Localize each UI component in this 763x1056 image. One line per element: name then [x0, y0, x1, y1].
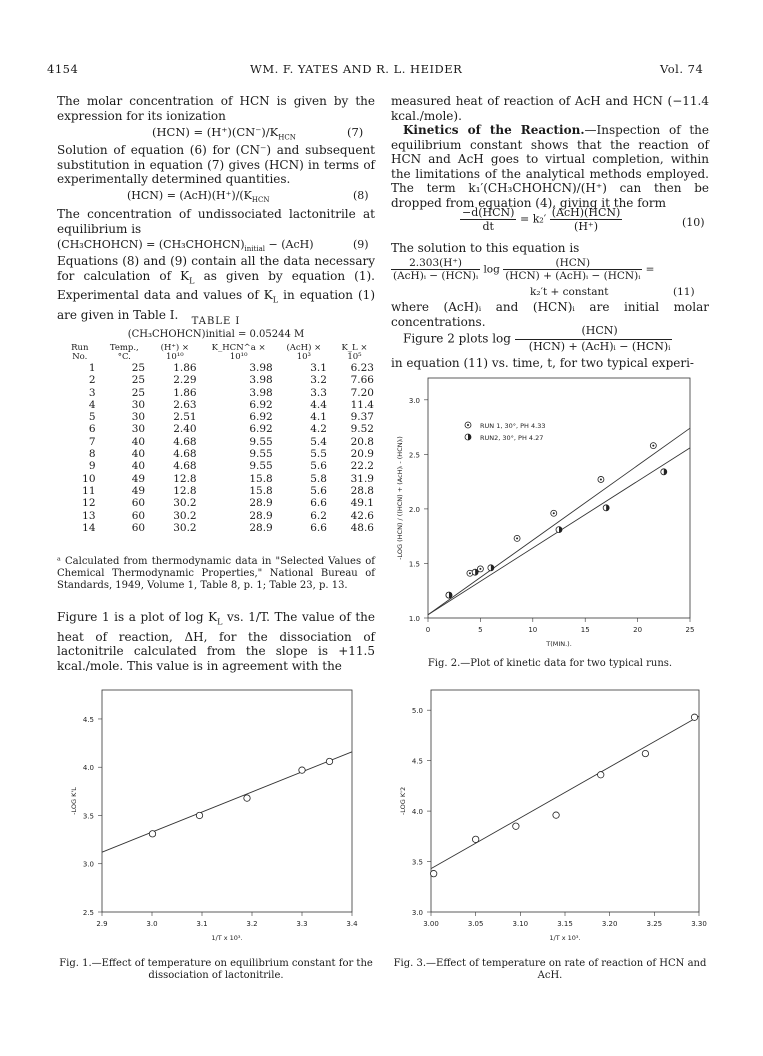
y-tick-label: 1.5 — [408, 560, 420, 569]
table-cell: 2.40 — [173, 423, 197, 436]
table-cell: 42.6 — [350, 509, 374, 522]
figure-3-caption: Fig. 3.—Effect of temperature on rate of reaction of HCN and AcH. — [393, 958, 707, 981]
table-cell: 6.6 — [310, 521, 327, 534]
running-head-authors: WM. F. YATES AND R. L. HEIDER — [250, 62, 463, 76]
data-point — [244, 795, 250, 801]
data-point — [299, 767, 305, 773]
table-cell: 7.20 — [350, 386, 374, 399]
table-cell: 2 — [88, 374, 96, 387]
data-point — [149, 831, 155, 837]
table-cell: 5.8 — [310, 472, 327, 485]
y-tick-label: 4.5 — [411, 757, 423, 766]
equation-11: $\frac{2.303(H^+)}{\text{(AcH)ᵢ − (HCN)ᵢ}}$ log $\frac{\text{(HCN)}}{\text{(HCN) + (AcH)ᵢ − (HCN)ᵢ}}$ = — [393, 257, 655, 282]
table-cell: 5.6 — [310, 484, 327, 497]
right-paragraph-3: where (AcH)ᵢ and (HCN)ᵢ are initial molar concentrations. — [391, 300, 709, 329]
table-cell: 2.63 — [173, 398, 197, 411]
table-row — [60, 522, 378, 534]
table-row — [60, 460, 378, 472]
table-cell: 11 — [82, 484, 96, 497]
table-cell: 4.2 — [310, 423, 327, 436]
data-point-center — [652, 445, 654, 447]
left-paragraph-5: Figure 1 is a plot of $\log K_L$ vs. 1/T. The value of the heat of reaction, ΔH, for the dissociation of lactonitrile calculated from the slope is +11.5 kcal./mole. This value is in agreement with the — [57, 610, 376, 673]
table-header-cell: Temp., °C. — [109, 343, 139, 362]
y-tick-label: 2.5 — [82, 909, 94, 917]
y-axis-label: -LOG K'2 — [399, 786, 407, 816]
table-header-cell: (AcH) × 10³ — [286, 343, 322, 362]
table-cell: 4.68 — [173, 460, 197, 473]
table-cell: 30 — [131, 423, 146, 436]
fit-line — [431, 716, 699, 868]
y-tick-label: 5.0 — [411, 707, 423, 716]
table-row — [60, 436, 378, 448]
table-row — [60, 411, 378, 423]
y-tick-label: 2.0 — [408, 505, 420, 514]
right-paragraph-kinetics: Kinetics of the Reaction.—Inspection of the equilibrium constant shows that the reaction of HCN and AcH goes to virtual completion, within the limitations of the analytical methods employed. The term k₁′(CH₃CHOHCN)/(H⁺) can then be dropped from equation (4), giving it the form — [391, 123, 710, 210]
y-axis-label: -LOG (HCN) / ((HCN) + (AcH)ᵢ - (HCN)ᵢ) — [396, 436, 404, 560]
table-cell: 6.6 — [310, 497, 327, 510]
table-cell: 31.9 — [350, 472, 374, 485]
table-cell: 60 — [131, 509, 146, 522]
x-tick-label: 3.00 — [423, 920, 439, 928]
table-cell: 28.9 — [249, 521, 273, 534]
plot-frame — [102, 690, 352, 912]
table-cell: 49 — [131, 472, 146, 485]
y-tick-label: 3.5 — [411, 858, 423, 867]
table-cell: 1.86 — [173, 362, 197, 374]
x-tick-label: 3.1 — [196, 920, 208, 928]
x-tick-label: 3.4 — [346, 920, 358, 928]
y-tick-label: 3.0 — [408, 396, 420, 405]
table-cell: 6.92 — [249, 411, 273, 424]
table-cell: 9.55 — [249, 435, 273, 448]
right-paragraph-2: The solution to this equation is — [391, 241, 580, 255]
table-cell: 6.92 — [249, 398, 273, 411]
table-cell: 9.37 — [350, 411, 374, 424]
x-axis-label: 1/T x 10³. — [211, 934, 243, 942]
table-cell: 6 — [88, 423, 96, 436]
table-cell: 28.9 — [249, 509, 273, 522]
table-row — [60, 485, 378, 497]
y-tick-label: 4.0 — [411, 808, 423, 817]
table-cell: 6.92 — [249, 423, 273, 436]
table-cell: 40 — [131, 435, 146, 448]
table-cell: 8 — [88, 448, 96, 461]
table-cell: 40 — [131, 460, 146, 473]
table-cell: 4.1 — [310, 411, 327, 424]
right-paragraph-1: measured heat of reaction of AcH and HCN (−11.4 kcal./mole). — [391, 94, 709, 123]
table-row — [60, 362, 378, 374]
table-header-row — [60, 344, 378, 362]
table-cell: 15.8 — [249, 472, 273, 485]
table-cell: 3.98 — [249, 362, 273, 374]
x-tick-label: 3.10 — [512, 920, 529, 928]
y-tick-label: 2.5 — [408, 451, 420, 460]
equation-11-rhs: k₂′t + constant (11) — [530, 286, 695, 298]
table-cell: 48.6 — [350, 521, 374, 534]
data-point — [513, 823, 519, 829]
table-cell: 12 — [82, 497, 96, 510]
y-tick-label: 1.0 — [408, 615, 420, 623]
y-tick-label: 4.0 — [82, 764, 94, 773]
plot-frame — [428, 378, 690, 618]
data-point — [326, 758, 332, 764]
x-tick-label: 3.25 — [646, 920, 663, 928]
table-cell: 4.68 — [173, 448, 197, 461]
x-tick-label: 3.05 — [467, 920, 484, 928]
x-tick-label: 15 — [580, 626, 590, 634]
table-cell: 5.6 — [310, 460, 327, 473]
table-cell: 3.1 — [310, 362, 327, 374]
left-paragraph-3: The concentration of undissociated lactonitrile at equilibrium is — [57, 207, 375, 236]
table-row — [60, 399, 378, 411]
table-footnote: ᵃ Calculated from thermodynamic data in "Selected Values of Chemical Thermodynamic Properties," National Bureau of Standards, 1949, Volume 1, Table 8, p. 1; Table 23, p. 13. — [57, 556, 375, 591]
left-paragraph-4: Equations (8) and (9) contain all the data necessary for calculation of $K_L$ as given by equation (1). Experimental data and values of $K_L$ in equation (1) are given in Table I. — [57, 254, 375, 323]
data-point — [196, 812, 202, 818]
table-cell: 4 — [88, 398, 96, 411]
table-cell: 25 — [131, 362, 146, 374]
x-tick-label: 0 — [425, 626, 431, 634]
table-row — [60, 374, 378, 386]
table-cell: 5.4 — [310, 435, 327, 448]
data-point — [472, 836, 478, 842]
data-point — [691, 714, 697, 720]
table-row — [60, 448, 378, 460]
data-table — [60, 344, 378, 534]
table-cell: 40 — [131, 448, 146, 461]
table-row — [60, 497, 378, 509]
table-cell: 1.86 — [173, 386, 197, 399]
table-cell: 30.2 — [173, 497, 197, 510]
table-cell: 4.68 — [173, 435, 197, 448]
x-axis-label: 1/T x 10³. — [549, 934, 581, 942]
table-cell: 60 — [131, 497, 146, 510]
fit-line — [102, 752, 352, 852]
table-cell: 6.2 — [310, 509, 327, 522]
table-cell: 14 — [82, 521, 96, 534]
table-cell: 2.51 — [173, 411, 197, 424]
table-title: TABLE I — [191, 316, 241, 327]
table-cell: 5.5 — [310, 448, 327, 461]
data-point-center — [553, 512, 555, 514]
table-header-cell: Run No. — [71, 343, 89, 362]
y-tick-label: 3.0 — [82, 860, 94, 869]
table-row — [60, 423, 378, 435]
table-cell: 3.98 — [249, 374, 273, 387]
equation-7: $(HCN) = (H^+)(CN^-)/K_{HCN}$ (7) — [152, 125, 364, 142]
table-cell: 9.55 — [249, 460, 273, 473]
y-tick-label: 3.5 — [82, 812, 94, 821]
data-point-center — [600, 478, 602, 480]
table-cell: 3.2 — [310, 374, 327, 387]
table-cell: 7.66 — [350, 374, 374, 387]
table-row — [60, 387, 378, 399]
equation-10: $\frac{\text{−d(HCN)}}{dt}$ = k₂′ $\frac{\text{(AcH)(HCN)}}{(H^+)}$ (10) — [462, 206, 705, 233]
y-tick-label: 3.0 — [411, 909, 423, 917]
table-header-cell: (H⁺) × 10¹⁰ — [160, 343, 190, 362]
table-cell: 9.55 — [249, 448, 273, 461]
table-cell: 6.23 — [350, 362, 374, 374]
table-cell: 4.4 — [310, 398, 327, 411]
table-cell: 2.29 — [173, 374, 197, 387]
section-heading-kinetics: Kinetics of the Reaction. — [403, 123, 585, 137]
right-paragraph-4: Figure 2 plots log $\frac{\text{(HCN)}}{\text{(HCN) + (AcH)ᵢ − (HCN)ᵢ}}$ — [403, 324, 671, 353]
table-cell: 3.3 — [310, 386, 327, 399]
table-cell: 10 — [82, 472, 96, 485]
table-cell: 15.8 — [249, 484, 273, 497]
table-cell: 25 — [131, 386, 146, 399]
volume-label: Vol. 74 — [660, 62, 704, 76]
table-header-cell: K_HCN^a × 10¹⁰ — [211, 343, 266, 362]
table-row — [60, 473, 378, 485]
x-tick-label: 3.0 — [146, 920, 158, 928]
legend-label: RUN 1, 30°, PH 4.33 — [480, 422, 546, 430]
table-cell: 49.1 — [350, 497, 374, 510]
figure-1-caption: Fig. 1.—Effect of temperature on equilibrium constant for the dissociation of lactonitrile. — [59, 958, 373, 981]
x-tick-label: 3.3 — [296, 920, 308, 928]
equation-8: $(HCN) = (AcH)(H^+)/(K_{HCN}$ (8) — [127, 189, 369, 205]
x-tick-label: 10 — [528, 626, 538, 634]
data-point — [430, 870, 436, 876]
table-cell: 7 — [88, 435, 96, 448]
table-cell: 20.9 — [350, 448, 374, 461]
data-point-center — [469, 572, 471, 574]
data-point-center — [516, 537, 518, 539]
table-cell: 20.8 — [350, 435, 374, 448]
y-axis-label: -LOG K'L — [70, 787, 78, 815]
table-cell: 5 — [88, 411, 96, 424]
table-cell: 11.4 — [350, 398, 374, 411]
x-tick-label: 3.15 — [557, 920, 573, 928]
x-tick-label: 3.30 — [691, 920, 707, 928]
y-tick-label: 4.5 — [82, 715, 94, 724]
data-point-center — [479, 568, 481, 570]
x-tick-label: 25 — [685, 626, 695, 634]
table-header-cell: K_L × 10⁵ — [341, 343, 368, 362]
table-cell: 25 — [131, 374, 146, 387]
fit-line — [428, 428, 690, 615]
table-cell: 30.2 — [173, 509, 197, 522]
x-tick-label: 3.2 — [246, 920, 258, 928]
page-number: 4154 — [47, 62, 79, 76]
x-tick-label: 3.20 — [601, 920, 618, 928]
table-subtitle: (CH₃CHOHCN)initial = 0.05244 M — [127, 329, 305, 340]
table-cell: 28.9 — [249, 497, 273, 510]
equation-9: (CH₃CHOHCN) = $(CH_3CHOHCN)_{initial} - (AcH)$ (9) — [57, 238, 369, 254]
table-cell: 9.52 — [350, 423, 374, 436]
x-axis-label: T(MIN.). — [546, 640, 572, 648]
x-tick-label: 20 — [633, 626, 643, 634]
legend-label: RUN2, 30°, PH 4.27 — [480, 434, 544, 442]
figure-1-chart — [57, 682, 375, 952]
right-paragraph-4-cont: in equation (11) vs. time, t, for two typical experi- — [391, 356, 694, 370]
table-cell: 12.8 — [173, 484, 197, 497]
figure-2-chart — [384, 370, 714, 668]
table-cell: 3 — [88, 386, 96, 399]
data-point — [642, 750, 648, 756]
table-cell: 60 — [131, 521, 146, 534]
x-tick-label: 2.9 — [96, 920, 108, 928]
table-cell: 1 — [88, 362, 96, 374]
table-cell: 13 — [82, 509, 96, 522]
x-tick-label: 5 — [478, 626, 483, 634]
table-cell: 22.2 — [350, 460, 374, 473]
table-cell: 49 — [131, 484, 146, 497]
data-point — [598, 772, 604, 778]
table-cell: 30 — [131, 411, 146, 424]
data-point — [553, 812, 559, 818]
table-cell: 30 — [131, 398, 146, 411]
left-paragraph-1: The molar concentration of HCN is given by the expression for its ionization — [57, 94, 375, 123]
plot-frame — [431, 690, 699, 912]
figure-3-chart — [391, 682, 711, 952]
table-cell: 9 — [88, 460, 96, 473]
table-cell: 30.2 — [173, 521, 197, 534]
legend-marker-center — [467, 424, 469, 426]
table-cell: 3.98 — [249, 386, 273, 399]
table-cell: 28.8 — [350, 484, 374, 497]
figure-2-caption: Fig. 2.—Plot of kinetic data for two typical runs. — [427, 658, 673, 669]
table-row — [60, 510, 378, 522]
left-paragraph-2: Solution of equation (6) for (CN⁻) and subsequent substitution in equation (7) gives (HCN) in terms of experimentally determined quantities. — [57, 143, 375, 186]
table-cell: 12.8 — [173, 472, 197, 485]
